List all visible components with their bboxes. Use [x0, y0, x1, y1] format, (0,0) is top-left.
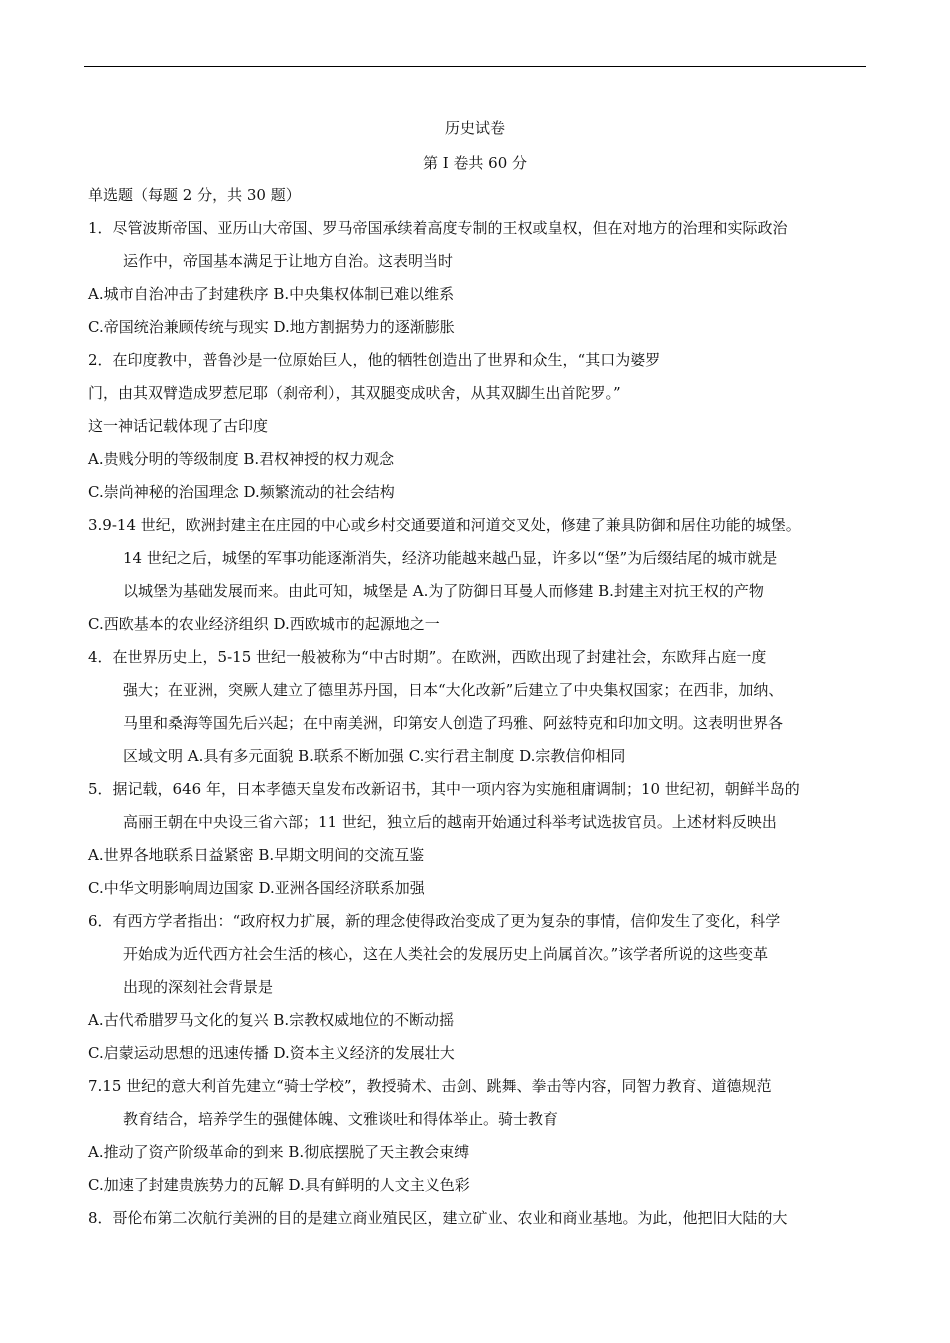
- question-line: 3.9-14 世纪，欧洲封建主在庄园的中心或乡村交通要道和河道交叉处，修建了兼具防御和居住功能的城堡。: [88, 516, 801, 534]
- option-line: C.中华文明影响周边国家 D.亚洲各国经济联系加强: [88, 879, 425, 897]
- question-line: 以城堡为基础发展而来。由此可知，城堡是 A.为了防御日耳曼人而修建 B.封建主对抗王权的产物: [123, 582, 764, 600]
- question-line: 门，由其双臂造成罗惹尼耶（刹帝利），其双腿变成吠舍，从其双脚生出首陀罗。”: [88, 384, 621, 402]
- option-line: C.崇尚神秘的治国理念 D.频繁流动的社会结构: [88, 483, 395, 501]
- question-line: 区域文明 A.具有多元面貌 B.联系不断加强 C.实行君主制度 D.宗教信仰相同: [123, 747, 626, 765]
- question-line: 8．哥伦布第二次航行美洲的目的是建立商业殖民区，建立矿业、农业和商业基地。为此，他把旧大陆的大: [88, 1209, 788, 1227]
- option-line: A.推动了资产阶级革命的到来 B.彻底摆脱了天主教会束缚: [88, 1143, 470, 1161]
- page-title: 历史试卷: [444, 119, 505, 137]
- option-line: A.世界各地联系日益紧密 B.早期文明间的交流互鉴: [88, 846, 425, 864]
- question-line: 强大；在亚洲，突厥人建立了德里苏丹国，日本“大化改新”后建立了中央集权国家；在西非，加纳、: [123, 681, 784, 699]
- header-rule: [84, 66, 866, 67]
- option-line: C.帝国统治兼顾传统与现实 D.地方割据势力的逐渐膨胀: [88, 318, 455, 336]
- option-line: A.古代希腊罗马文化的复兴 B.宗教权威地位的不断动摇: [88, 1011, 455, 1029]
- question-line: 2．在印度教中，普鲁沙是一位原始巨人，他的牺牲创造出了世界和众生，“其口为婆罗: [88, 351, 661, 369]
- question-line: 运作中，帝国基本满足于让地方自治。这表明当时: [123, 252, 454, 270]
- option-line: C.加速了封建贵族势力的瓦解 D.具有鲜明的人文主义色彩: [88, 1176, 470, 1194]
- section-label: 单选题（每题 2 分，共 30 题）: [88, 186, 301, 204]
- question-line: 6．有西方学者指出：“政府权力扩展，新的理念使得政治变成了更为复杂的事情，信仰发生了变化，科学: [88, 912, 781, 930]
- option-line: A.贵贱分明的等级制度 B.君权神授的权力观念: [88, 450, 395, 468]
- option-line: A.城市自治冲击了封建秩序 B.中央集权体制已难以维系: [88, 285, 455, 303]
- page-subtitle: 第 I 卷共 60 分: [422, 154, 528, 172]
- question-line: 7.15 世纪的意大利首先建立“骑士学校”，教授骑术、击剑、跳舞、拳击等内容，同智力教育、道德规范: [88, 1077, 772, 1095]
- question-line: 1．尽管波斯帝国、亚历山大帝国、罗马帝国承续着高度专制的王权或皇权，但在对地方的治理和实际政治: [88, 219, 788, 237]
- question-line: 这一神话记载体现了古印度: [88, 417, 269, 435]
- question-line: 开始成为近代西方社会生活的核心，这在人类社会的发展历史上尚属首次。”该学者所说的这些变革: [123, 945, 769, 963]
- option-line: C.启蒙运动思想的迅速传播 D.资本主义经济的发展壮大: [88, 1044, 455, 1062]
- question-line: 出现的深刻社会背景是: [123, 978, 274, 996]
- question-line: 4．在世界历史上，5-15 世纪一般被称为“中古时期”。在欧洲，西欧出现了封建社会，东欧拜占庭一度: [88, 648, 767, 666]
- option-line: C.西欧基本的农业经济组织 D.西欧城市的起源地之一: [88, 615, 440, 633]
- question-line: 教育结合，培养学生的强健体魄、文雅谈吐和得体举止。骑士教育: [123, 1110, 559, 1128]
- question-line: 高丽王朝在中央设三省六部；11 世纪，独立后的越南开始通过科举考试选拔官员。上述材料反映出: [123, 813, 777, 831]
- question-line: 14 世纪之后，城堡的军事功能逐渐消失，经济功能越来越凸显，许多以“堡”为后缀结尾的城市就是: [123, 549, 778, 567]
- question-line: 5．据记载，646 年，日本孝德天皇发布改新诏书，其中一项内容为实施租庸调制；10 世纪初，朝鲜半岛的: [88, 780, 800, 798]
- question-line: 马里和桑海等国先后兴起；在中南美洲，印第安人创造了玛雅、阿兹特克和印加文明。这表明世界各: [123, 714, 784, 732]
